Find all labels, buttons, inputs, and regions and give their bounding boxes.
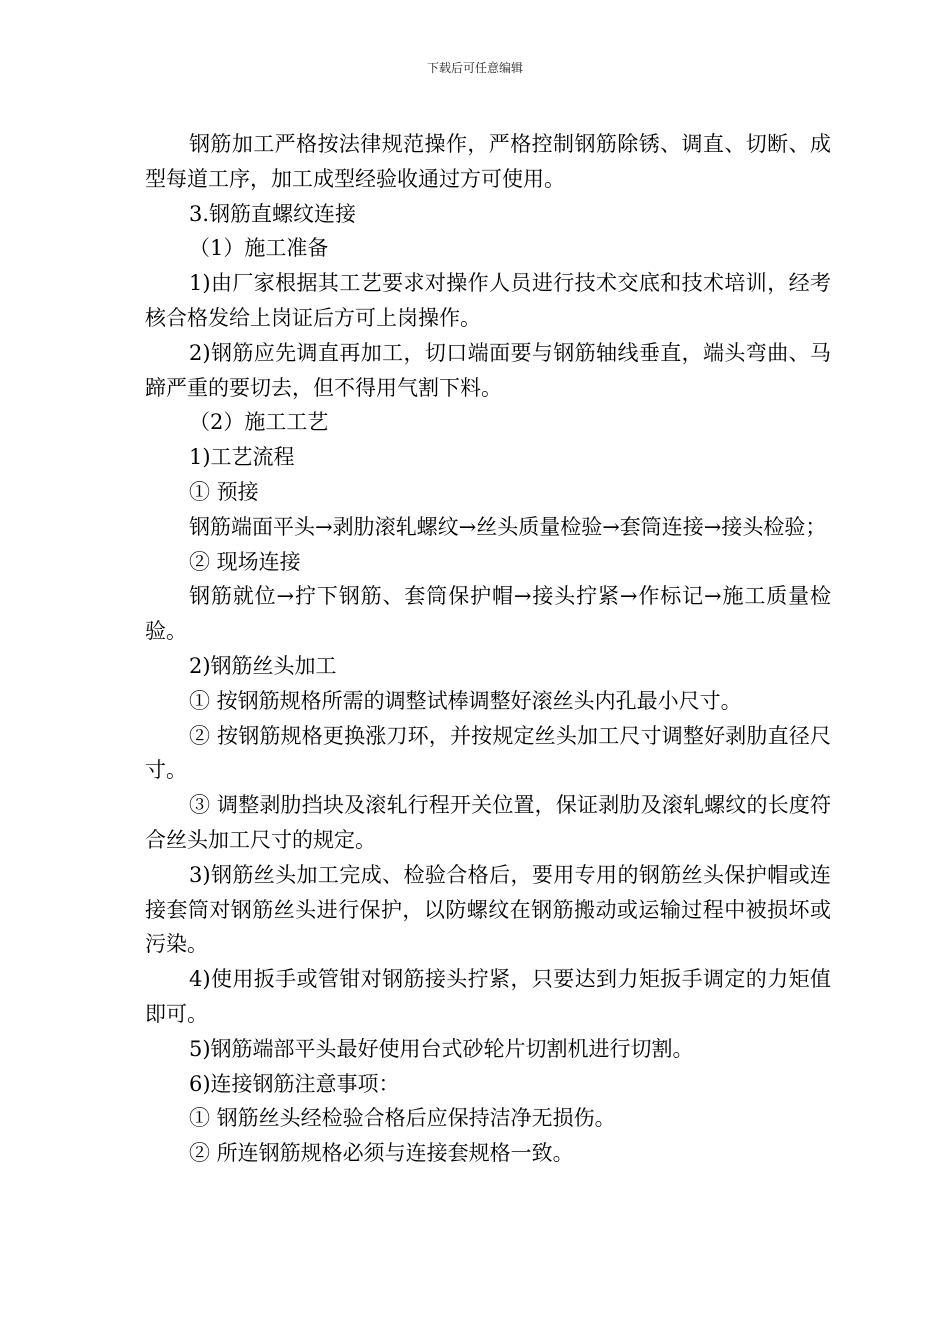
- heading-construction-process: （2）施工工艺: [189, 410, 329, 435]
- heading-connection-notes: 6)连接钢筋注意事项：: [189, 1071, 400, 1096]
- item-adjust-stop-block: ③ 调整剥肋挡块及滚轧行程开关位置，保证剥肋及滚轧螺纹的长度符合丝头加工尺寸的规定。: [145, 793, 831, 852]
- item-site-connection: ② 现场连接: [189, 549, 301, 574]
- paragraph-straightening: 2)钢筋应先调直再加工，切口端面要与钢筋轴线垂直，端头弯曲、马蹄严重的要切去，但不得用气割下料。: [145, 340, 831, 400]
- paragraph-training: 1)由厂家根据其工艺要求对操作人员进行技术交底和技术培训，经考核合格发给上岗证后方可上岗操作。: [145, 271, 831, 330]
- page-header: 下载后可任意编辑: [426, 61, 523, 75]
- paragraph-end-cutting: 5)钢筋端部平头最好使用台式砂轮片切割机进行切割。: [189, 1036, 694, 1061]
- item-spec-match: ② 所连钢筋规格必须与连接套规格一致。: [189, 1141, 574, 1166]
- heading-thread-processing: 2)钢筋丝头加工: [189, 653, 337, 678]
- paragraph-wrench-tightening: 4)使用扳手或管钳对钢筋接头拧紧，只要达到力矩扳手调定的力矩值即可。: [145, 967, 831, 1026]
- item-replace-cutter-ring: ② 按钢筋规格更换涨刀环，并按规定丝头加工尺寸调整好剥肋直径尺寸。: [145, 723, 831, 783]
- paragraph-site-connection-flow: 钢筋就位→拧下钢筋、套筒保护帽→接头拧紧→作标记→施工质量检验。: [145, 584, 831, 644]
- heading-straight-thread-connection: 3.钢筋直螺纹连接: [189, 201, 357, 226]
- paragraph-pre-connection-flow: 钢筋端面平头→剥肋滚轧螺纹→丝头质量检验→套筒连接→接头检验；: [189, 514, 827, 539]
- paragraph-rebar-processing: 钢筋加工严格按法律规范操作，严格控制钢筋除锈、调直、切断、成型每道工序，加工成型经验收通过方可使用。: [145, 132, 831, 191]
- paragraph-thread-protection: 3)钢筋丝头加工完成、检验合格后，要用专用的钢筋丝头保护帽或连接套筒对钢筋丝头进行保护，以防螺纹在钢筋搬动或运输过程中被损坏或污染。: [145, 862, 831, 957]
- item-keep-clean: ① 钢筋丝头经检验合格后应保持洁净无损伤。: [189, 1106, 616, 1131]
- item-pre-connection: ① 预接: [189, 479, 259, 504]
- heading-process-flow: 1)工艺流程: [189, 445, 295, 470]
- item-adjust-rolling-head: ① 按钢筋规格所需的调整试棒调整好滚丝头内孔最小尺寸。: [189, 688, 742, 713]
- heading-construction-preparation: （1）施工准备: [189, 236, 329, 261]
- document-body: [145, 127, 831, 1171]
